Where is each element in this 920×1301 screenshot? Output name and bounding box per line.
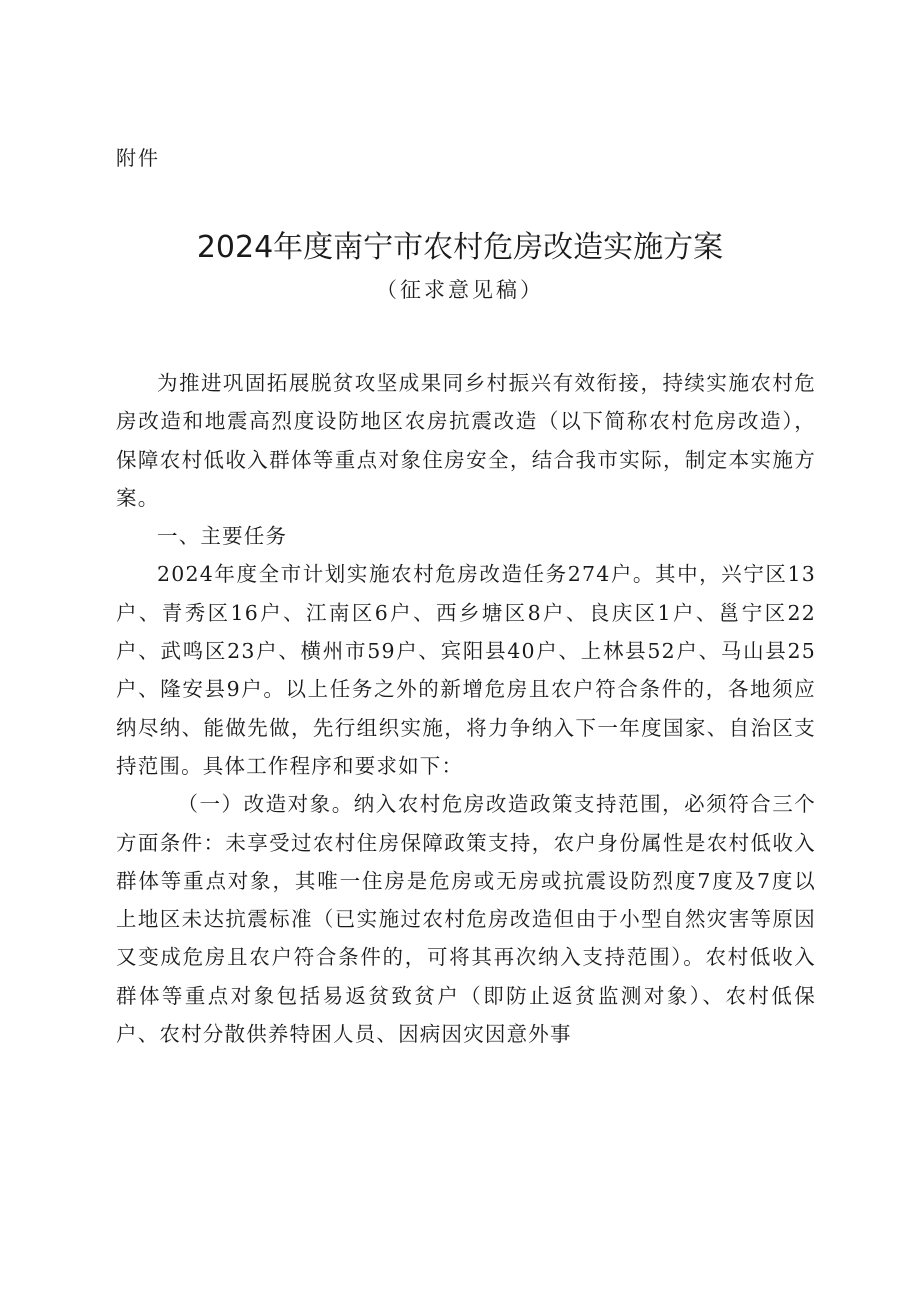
- subsection-paragraph: （一）改造对象。纳入农村危房改造政策支持范围，必须符合三个方面条件：未享受过农村住房保障政策支持，农户身份属性是农村低收入群体等重点对象，其唯一住房是危房或无房或抗震设防烈度7度及7度以上地区未达抗震标准（已实施过农村危房改造但由于小型自然灾害等原因又变成危房且农户符合条件的，可将其再次纳入支持范围）。农村低收入群体等重点对象包括易返贫致贫户（即防止返贫监测对象）、农村低保户、农村分散供养特困人员、因病因灾因意外事: [116, 792, 816, 1047]
- section-heading: 一、主要任务: [157, 524, 288, 549]
- intro-paragraph: 为推进巩固拓展脱贫攻坚成果同乡村振兴有效衔接，持续实施农村危房改造和地震高烈度设防地区农房抗震改造（以下简称农村危房改造），保障农村低收入群体等重点对象住房安全，结合我市实际，制定本实施方案。: [116, 371, 816, 510]
- attachment-label: 附件: [116, 146, 160, 170]
- document-title: 2024年度南宁市农村危房改造实施方案: [196, 230, 724, 265]
- document-subtitle: （征求意见稿）: [376, 278, 544, 302]
- document-body: [116, 364, 816, 1053]
- task-paragraph: 2024年度全市计划实施农村危房改造任务274户。其中，兴宁区13户、青秀区16户、江南区6户、西乡塘区8户、良庆区1户、邕宁区22户、武鸣区23户、横州市59户、宾阳县40户、上林县52户、马山县25户、隆安县9户。以上任务之外的新增危房且农户符合条件的，各地须应纳尽纳、能做先做，先行组织实施，将力争纳入下一年度国家、自治区支持范围。具体工作程序和要求如下：: [116, 562, 816, 778]
